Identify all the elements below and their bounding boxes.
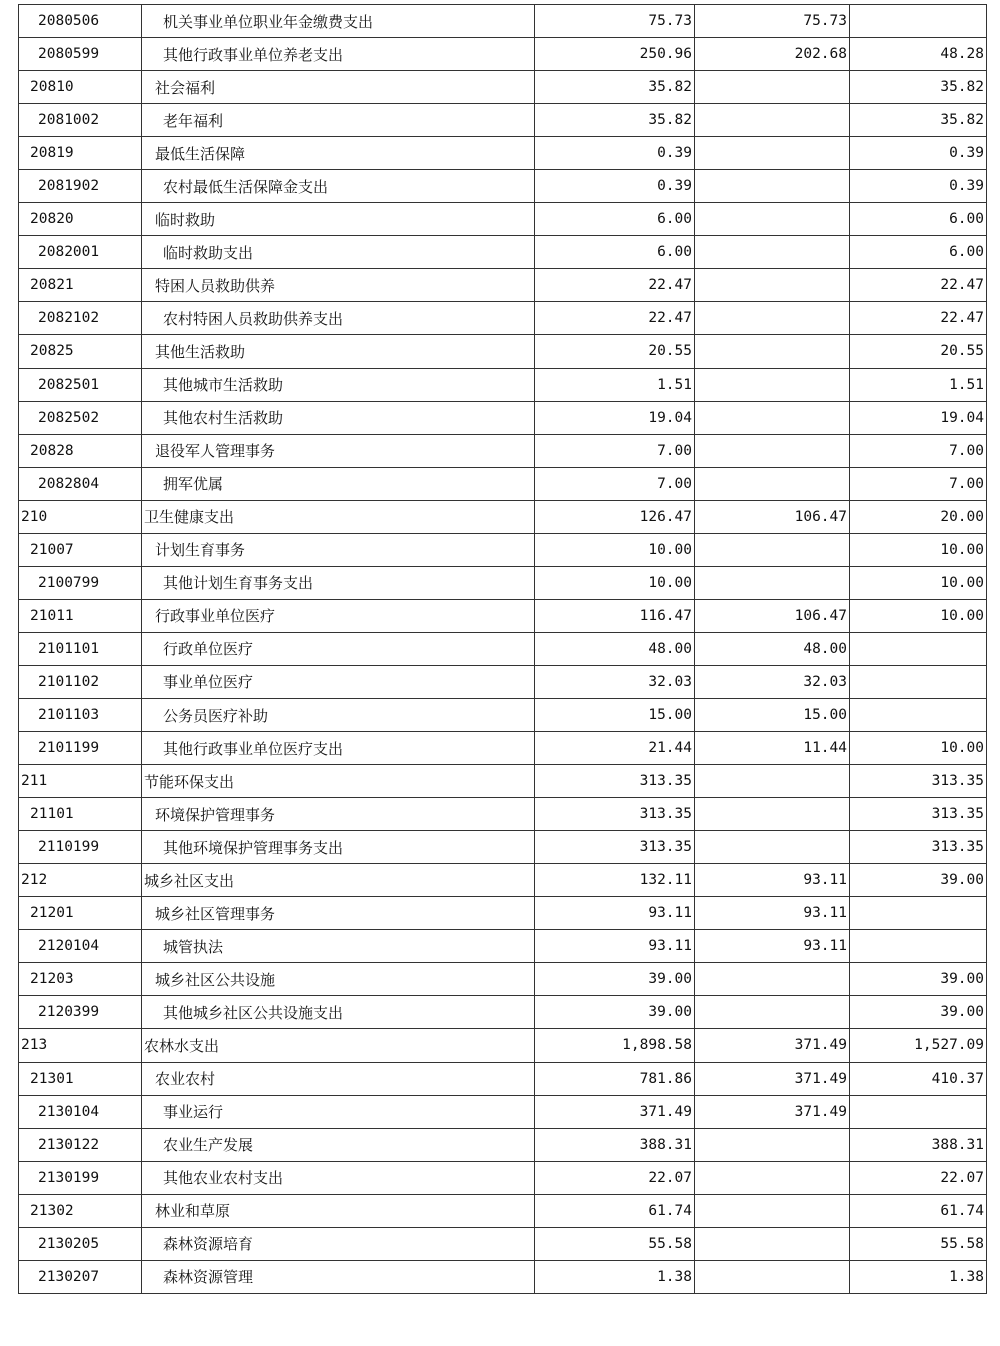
subject-name-cell: 森林资源管理 [142,1260,535,1293]
subject-name-cell: 其他农业农村支出 [142,1161,535,1194]
subject-code-cell: 20828 [19,434,142,467]
subject-code-cell: 20819 [19,137,142,170]
table-row [19,104,987,137]
project-expenditure-cell: 388.31 [850,1128,987,1161]
subject-name-cell: 行政单位医疗 [142,632,535,665]
project-expenditure-cell: 313.35 [850,765,987,798]
subject-code-cell: 2130104 [19,1095,142,1128]
basic-expenditure-cell [695,1194,850,1227]
table-row [19,897,987,930]
project-expenditure-cell [850,665,987,698]
table-row [19,698,987,731]
table-row [19,765,987,798]
basic-expenditure-cell [695,1227,850,1260]
total-amount-cell: 10.00 [535,533,695,566]
subject-code-cell: 212 [19,864,142,897]
total-amount-cell: 250.96 [535,38,695,71]
basic-expenditure-cell: 93.11 [695,897,850,930]
project-expenditure-cell: 7.00 [850,434,987,467]
subject-code-cell: 2081002 [19,104,142,137]
table-row [19,236,987,269]
total-amount-cell: 116.47 [535,599,695,632]
subject-code-cell: 2130199 [19,1161,142,1194]
total-amount-cell: 20.55 [535,335,695,368]
subject-code-cell: 21201 [19,897,142,930]
table-row [19,963,987,996]
table-row [19,467,987,500]
subject-name-cell: 其他行政事业单位医疗支出 [142,732,535,765]
basic-expenditure-cell [695,368,850,401]
basic-expenditure-cell: 202.68 [695,38,850,71]
total-amount-cell: 1.38 [535,1260,695,1293]
basic-expenditure-cell [695,765,850,798]
table-row [19,996,987,1029]
subject-name-cell: 临时救助支出 [142,236,535,269]
subject-code-cell: 2120104 [19,930,142,963]
project-expenditure-cell: 6.00 [850,203,987,236]
subject-name-cell: 农林水支出 [142,1029,535,1062]
table-row [19,401,987,434]
subject-code-cell: 21011 [19,599,142,632]
subject-code-cell: 2130205 [19,1227,142,1260]
table-row [19,1227,987,1260]
basic-expenditure-cell [695,1161,850,1194]
total-amount-cell: 55.58 [535,1227,695,1260]
total-amount-cell: 126.47 [535,500,695,533]
table-row [19,632,987,665]
subject-code-cell: 21007 [19,533,142,566]
total-amount-cell: 313.35 [535,798,695,831]
total-amount-cell: 22.47 [535,302,695,335]
table-row [19,599,987,632]
table-row [19,1029,987,1062]
subject-code-cell: 2101199 [19,732,142,765]
project-expenditure-cell: 10.00 [850,566,987,599]
basic-expenditure-cell [695,236,850,269]
subject-code-cell: 2082804 [19,467,142,500]
subject-name-cell: 社会福利 [142,71,535,104]
basic-expenditure-cell: 11.44 [695,732,850,765]
total-amount-cell: 93.11 [535,897,695,930]
basic-expenditure-cell [695,1260,850,1293]
project-expenditure-cell: 1.38 [850,1260,987,1293]
total-amount-cell: 313.35 [535,831,695,864]
subject-code-cell: 2101103 [19,698,142,731]
total-amount-cell: 15.00 [535,698,695,731]
project-expenditure-cell: 22.47 [850,302,987,335]
total-amount-cell: 388.31 [535,1128,695,1161]
subject-code-cell: 2082102 [19,302,142,335]
table-row [19,170,987,203]
project-expenditure-cell: 10.00 [850,533,987,566]
total-amount-cell: 781.86 [535,1062,695,1095]
budget-table-body [19,5,987,1294]
subject-name-cell: 其他生活救助 [142,335,535,368]
table-row [19,38,987,71]
subject-name-cell: 其他农村生活救助 [142,401,535,434]
table-row [19,500,987,533]
total-amount-cell: 93.11 [535,930,695,963]
total-amount-cell: 39.00 [535,996,695,1029]
table-row [19,1128,987,1161]
subject-code-cell: 2100799 [19,566,142,599]
project-expenditure-cell [850,632,987,665]
subject-code-cell: 2110199 [19,831,142,864]
project-expenditure-cell: 20.00 [850,500,987,533]
project-expenditure-cell: 313.35 [850,798,987,831]
total-amount-cell: 48.00 [535,632,695,665]
total-amount-cell: 19.04 [535,401,695,434]
basic-expenditure-cell [695,566,850,599]
project-expenditure-cell: 20.55 [850,335,987,368]
basic-expenditure-cell [695,269,850,302]
subject-code-cell: 2120399 [19,996,142,1029]
table-row [19,864,987,897]
project-expenditure-cell: 10.00 [850,732,987,765]
basic-expenditure-cell [695,434,850,467]
project-expenditure-cell: 39.00 [850,864,987,897]
subject-name-cell: 临时救助 [142,203,535,236]
subject-code-cell: 2082001 [19,236,142,269]
table-row [19,566,987,599]
subject-name-cell: 公务员医疗补助 [142,698,535,731]
table-row [19,368,987,401]
basic-expenditure-cell: 15.00 [695,698,850,731]
subject-name-cell: 其他计划生育事务支出 [142,566,535,599]
basic-expenditure-cell: 371.49 [695,1029,850,1062]
basic-expenditure-cell: 371.49 [695,1062,850,1095]
total-amount-cell: 7.00 [535,467,695,500]
basic-expenditure-cell [695,963,850,996]
table-row [19,269,987,302]
total-amount-cell: 1,898.58 [535,1029,695,1062]
project-expenditure-cell: 1.51 [850,368,987,401]
subject-name-cell: 特困人员救助供养 [142,269,535,302]
subject-code-cell: 2081902 [19,170,142,203]
project-expenditure-cell: 22.07 [850,1161,987,1194]
basic-expenditure-cell [695,302,850,335]
subject-name-cell: 环境保护管理事务 [142,798,535,831]
basic-expenditure-cell: 48.00 [695,632,850,665]
project-expenditure-cell: 0.39 [850,170,987,203]
project-expenditure-cell: 39.00 [850,996,987,1029]
table-row [19,71,987,104]
total-amount-cell: 6.00 [535,203,695,236]
subject-code-cell: 210 [19,500,142,533]
subject-name-cell: 老年福利 [142,104,535,137]
project-expenditure-cell: 410.37 [850,1062,987,1095]
table-row [19,831,987,864]
basic-expenditure-cell: 93.11 [695,930,850,963]
basic-expenditure-cell [695,798,850,831]
budget-table [18,4,987,1294]
subject-code-cell: 2080599 [19,38,142,71]
project-expenditure-cell: 48.28 [850,38,987,71]
table-row [19,732,987,765]
table-row [19,203,987,236]
subject-name-cell: 其他城乡社区公共设施支出 [142,996,535,1029]
subject-code-cell: 21301 [19,1062,142,1095]
subject-code-cell: 2101101 [19,632,142,665]
project-expenditure-cell: 35.82 [850,71,987,104]
project-expenditure-cell: 61.74 [850,1194,987,1227]
table-row [19,665,987,698]
project-expenditure-cell [850,698,987,731]
subject-code-cell: 20820 [19,203,142,236]
total-amount-cell: 35.82 [535,104,695,137]
subject-code-cell: 20810 [19,71,142,104]
subject-name-cell: 森林资源培育 [142,1227,535,1260]
table-row [19,1194,987,1227]
table-row [19,5,987,38]
basic-expenditure-cell: 371.49 [695,1095,850,1128]
project-expenditure-cell [850,897,987,930]
subject-name-cell: 计划生育事务 [142,533,535,566]
table-row [19,930,987,963]
subject-code-cell: 2082502 [19,401,142,434]
subject-code-cell: 21101 [19,798,142,831]
subject-name-cell: 城乡社区支出 [142,864,535,897]
subject-code-cell: 20821 [19,269,142,302]
project-expenditure-cell [850,930,987,963]
project-expenditure-cell: 0.39 [850,137,987,170]
basic-expenditure-cell [695,71,850,104]
subject-code-cell: 2101102 [19,665,142,698]
project-expenditure-cell: 22.47 [850,269,987,302]
project-expenditure-cell [850,1095,987,1128]
subject-name-cell: 机关事业单位职业年金缴费支出 [142,5,535,38]
basic-expenditure-cell: 32.03 [695,665,850,698]
basic-expenditure-cell [695,335,850,368]
subject-name-cell: 行政事业单位医疗 [142,599,535,632]
basic-expenditure-cell: 106.47 [695,500,850,533]
basic-expenditure-cell [695,831,850,864]
total-amount-cell: 35.82 [535,71,695,104]
subject-name-cell: 退役军人管理事务 [142,434,535,467]
subject-code-cell: 21302 [19,1194,142,1227]
project-expenditure-cell: 19.04 [850,401,987,434]
project-expenditure-cell: 39.00 [850,963,987,996]
total-amount-cell: 0.39 [535,170,695,203]
total-amount-cell: 61.74 [535,1194,695,1227]
subject-code-cell: 20825 [19,335,142,368]
basic-expenditure-cell [695,203,850,236]
total-amount-cell: 6.00 [535,236,695,269]
subject-name-cell: 林业和草原 [142,1194,535,1227]
total-amount-cell: 313.35 [535,765,695,798]
subject-name-cell: 事业运行 [142,1095,535,1128]
total-amount-cell: 75.73 [535,5,695,38]
basic-expenditure-cell: 93.11 [695,864,850,897]
subject-name-cell: 农业生产发展 [142,1128,535,1161]
project-expenditure-cell: 35.82 [850,104,987,137]
project-expenditure-cell: 1,527.09 [850,1029,987,1062]
table-row [19,533,987,566]
total-amount-cell: 10.00 [535,566,695,599]
subject-name-cell: 农村最低生活保障金支出 [142,170,535,203]
table-row [19,335,987,368]
subject-name-cell: 城管执法 [142,930,535,963]
table-row [19,1161,987,1194]
table-row [19,1062,987,1095]
subject-code-cell: 211 [19,765,142,798]
subject-name-cell: 其他行政事业单位养老支出 [142,38,535,71]
subject-code-cell: 2080506 [19,5,142,38]
subject-name-cell: 其他城市生活救助 [142,368,535,401]
total-amount-cell: 7.00 [535,434,695,467]
basic-expenditure-cell [695,533,850,566]
basic-expenditure-cell [695,996,850,1029]
subject-code-cell: 213 [19,1029,142,1062]
total-amount-cell: 39.00 [535,963,695,996]
total-amount-cell: 21.44 [535,732,695,765]
project-expenditure-cell: 55.58 [850,1227,987,1260]
table-row [19,798,987,831]
subject-name-cell: 其他环境保护管理事务支出 [142,831,535,864]
table-row [19,137,987,170]
total-amount-cell: 22.47 [535,269,695,302]
subject-code-cell: 2130122 [19,1128,142,1161]
table-row [19,1095,987,1128]
basic-expenditure-cell [695,1128,850,1161]
basic-expenditure-cell: 75.73 [695,5,850,38]
basic-expenditure-cell [695,467,850,500]
basic-expenditure-cell [695,104,850,137]
subject-name-cell: 事业单位医疗 [142,665,535,698]
subject-name-cell: 农村特困人员救助供养支出 [142,302,535,335]
total-amount-cell: 1.51 [535,368,695,401]
project-expenditure-cell: 313.35 [850,831,987,864]
basic-expenditure-cell [695,170,850,203]
table-row [19,302,987,335]
project-expenditure-cell: 6.00 [850,236,987,269]
project-expenditure-cell [850,5,987,38]
basic-expenditure-cell [695,401,850,434]
total-amount-cell: 32.03 [535,665,695,698]
subject-name-cell: 城乡社区管理事务 [142,897,535,930]
subject-name-cell: 拥军优属 [142,467,535,500]
subject-name-cell: 农业农村 [142,1062,535,1095]
basic-expenditure-cell [695,137,850,170]
project-expenditure-cell: 7.00 [850,467,987,500]
total-amount-cell: 0.39 [535,137,695,170]
total-amount-cell: 22.07 [535,1161,695,1194]
total-amount-cell: 132.11 [535,864,695,897]
table-row [19,434,987,467]
subject-code-cell: 2130207 [19,1260,142,1293]
subject-code-cell: 2082501 [19,368,142,401]
table-row [19,1260,987,1293]
total-amount-cell: 371.49 [535,1095,695,1128]
subject-name-cell: 节能环保支出 [142,765,535,798]
subject-code-cell: 21203 [19,963,142,996]
subject-name-cell: 最低生活保障 [142,137,535,170]
subject-name-cell: 卫生健康支出 [142,500,535,533]
project-expenditure-cell: 10.00 [850,599,987,632]
subject-name-cell: 城乡社区公共设施 [142,963,535,996]
basic-expenditure-cell: 106.47 [695,599,850,632]
